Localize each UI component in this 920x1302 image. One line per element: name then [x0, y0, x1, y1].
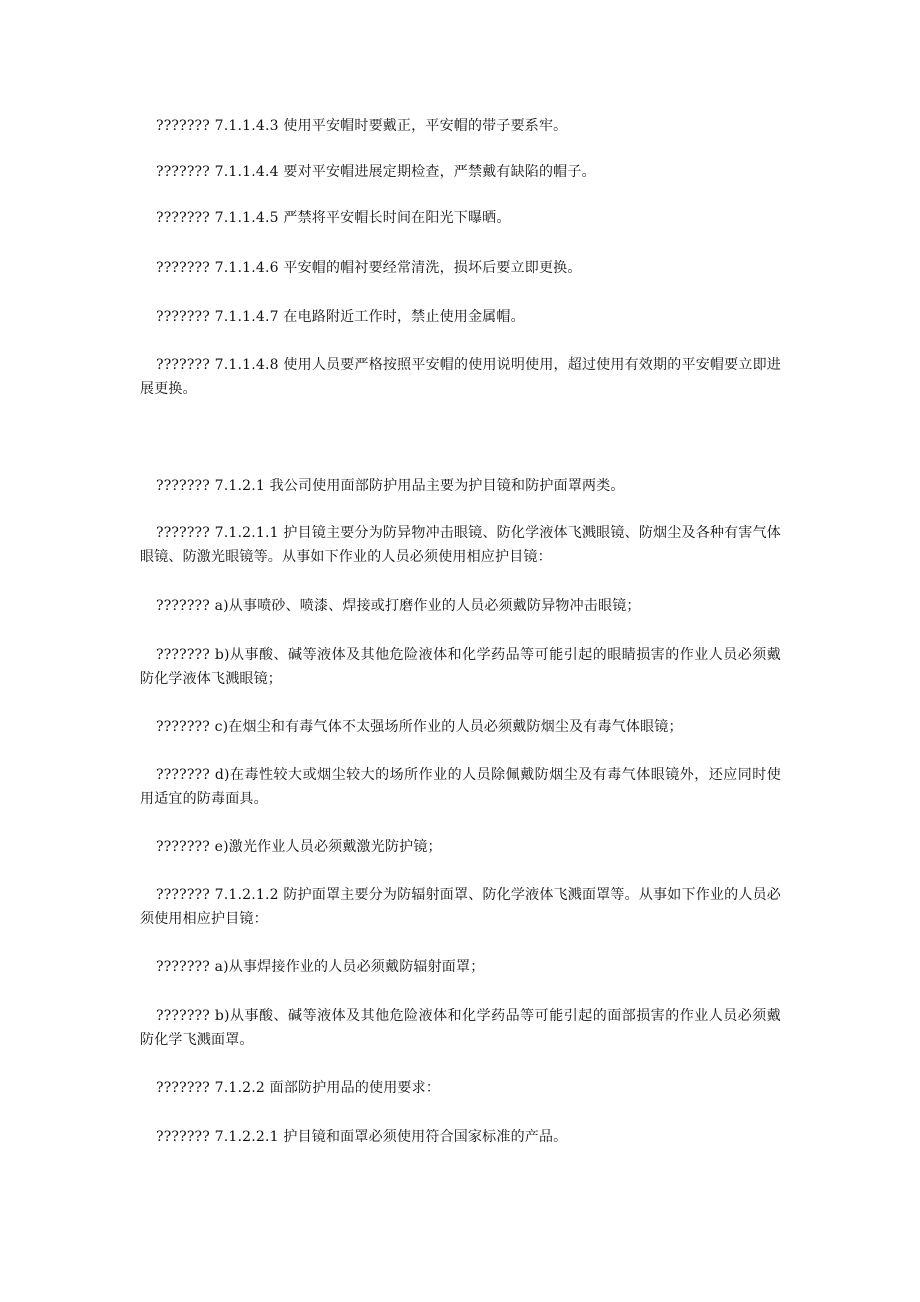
paragraph-7-1-1-4-8: ??????? 7.1.1.4.8 使用人员要严格按照平安帽的使用说明使用，超过使用有效期的平安帽要立即进展更换。 — [140, 357, 781, 397]
paragraph-7-1-1-4-6: ??????? 7.1.1.4.6 平安帽的帽衬要经常清洗，损坏后要立即更换。 — [156, 260, 582, 276]
paragraph-item-e-eye: ??????? e)激光作业人员必须戴激光防护镜； — [156, 839, 442, 855]
paragraph-7-1-2-1-1: ??????? 7.1.2.1.1 护目镜主要分为防异物冲击眼镜、防化学液体飞溅眼镜、防烟尘及各种有害气体眼镜、防激光眼镜等。从事如下作业的人员必须使用相应护目镜： — [140, 525, 781, 565]
paragraph-item-a-eye: ??????? a)从事喷砂、喷漆、焊接或打磨作业的人员必须戴防异物冲击眼镜； — [156, 598, 641, 614]
paragraph-7-1-2-1-2: ??????? 7.1.2.1.2 防护面罩主要分为防辐射面罩、防化学液体飞溅面罩等。从事如下作业的人员必须使用相应护目镜： — [140, 887, 781, 927]
paragraph-item-c-eye: ??????? c)在烟尘和有毒气体不太强场所作业的人员必须戴防烟尘及有毒气体眼镜； — [156, 719, 683, 735]
paragraph-item-d-eye: ??????? d)在毒性较大或烟尘较大的场所作业的人员除佩戴防烟尘及有毒气体眼镜外，还应同时使用适宜的防毒面具。 — [140, 767, 781, 807]
paragraph-7-1-1-4-3: ??????? 7.1.1.4.3 使用平安帽时要戴正，平安帽的带子要系牢。 — [156, 118, 568, 134]
paragraph-7-1-2-2: ??????? 7.1.2.2 面部防护用品的使用要求： — [156, 1080, 441, 1096]
paragraph-item-a-face: ??????? a)从事焊接作业的人员必须戴防辐射面罩； — [156, 959, 485, 975]
paragraph-7-1-1-4-4: ??????? 7.1.1.4.4 要对平安帽进展定期检查，严禁戴有缺陷的帽子。 — [156, 164, 596, 180]
paragraph-7-1-2-2-1: ??????? 7.1.2.2.1 护目镜和面罩必须使用符合国家标准的产品。 — [156, 1129, 568, 1145]
paragraph-item-b-face: ??????? b)从事酸、碱等液体及其他危险液体和化学药品等可能引起的面部损害的作业人员必须戴防化学飞溅面罩。 — [140, 1008, 781, 1048]
paragraph-7-1-1-4-5: ??????? 7.1.1.4.5 严禁将平安帽长时间在阳光下曝晒。 — [156, 210, 511, 226]
paragraph-item-b-eye: ??????? b)从事酸、碱等液体及其他危险液体和化学药品等可能引起的眼睛损害的作业人员必须戴防化学液体飞溅眼镜； — [140, 647, 781, 687]
paragraph-7-1-2-1: ??????? 7.1.2.1 我公司使用面部防护用品主要为护目镜和防护面罩两类。 — [156, 478, 625, 494]
paragraph-7-1-1-4-7: ??????? 7.1.1.4.7 在电路附近工作时，禁止使用金属帽。 — [156, 309, 525, 325]
